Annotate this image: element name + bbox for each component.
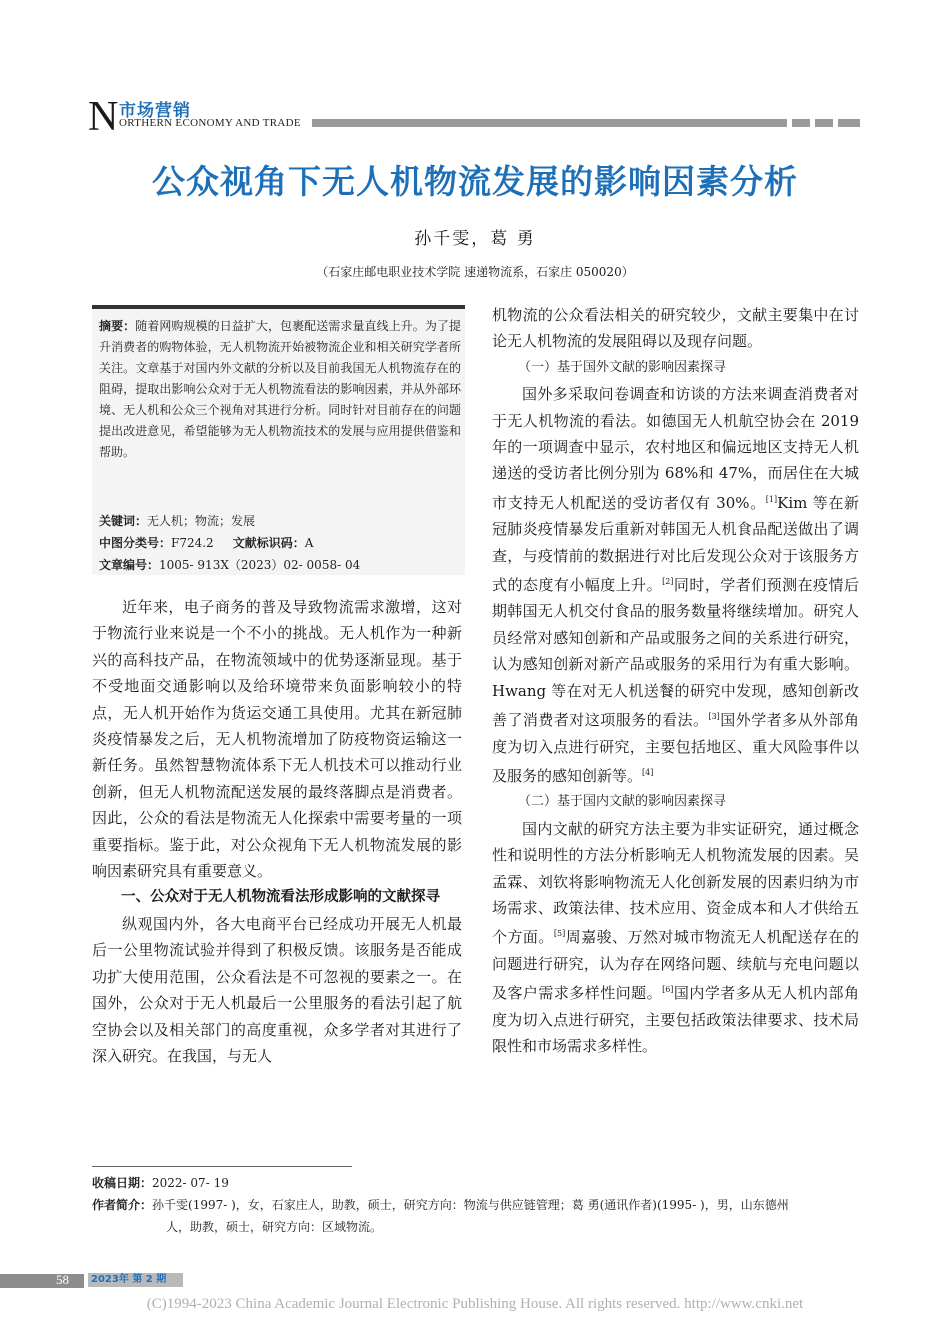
- journal-name-en: ORTHERN ECONOMY AND TRADE: [119, 117, 301, 129]
- article-authors: 孙千雯，葛 勇: [414, 229, 536, 249]
- paragraph-foreign: 国外多采取问卷调查和访谈的方法来调查消费者对于无人机物流的看法。如德国无人机航空协会在 2019 年的一项调查中显示，农村地区和偏远地区支持无人机递送的受访者比例分别为 68%和 47%，而居住在大城市支持无人机配送的受访者仅有 30%。[1]Kim 等在新冠肺炎疫情暴发后重新对韩国无人机食品配送做出了调查，与疫情前的数据进行对比后发现公众对于该服务方式的态度有小幅度上升。[2]同时，学者们预测在疫情后期韩国无人机交付食品的服务数量将继续增加。研究人员经常对感知创新和产品或服务之间的关系进行研究，认为感知创新对新产品或服务的采用行为有重大影响。Hwang 等在对无人机送餐的研究中发现，感知创新改善了消费者对这项服务的看法。[3]国外学者多从外部角度为切入点进行研究，主要包括地区、重大风险事件以及服务的感知创新等。[4]: [492, 385, 859, 785]
- header-bar-segment: [792, 119, 810, 127]
- article-affiliation: （石家庄邮电职业技术学院 速递物流系，石家庄 050020）: [316, 265, 634, 279]
- citation-3: [3]: [708, 712, 720, 722]
- paragraph-literature: 纵观国内外，各大电商平台已经成功开展无人机最后一公里物流试验并得到了积极反馈。该服务是否能成功扩大使用范围，公众看法是不可忽视的要素之一。在国外，公众对于无人机最后一公里服务的看法引起了航空协会以及相关部门的高度重视，众多学者对其进行了深入研究。在我国，与无人: [92, 914, 462, 1065]
- author-bio: [92, 1194, 862, 1216]
- journal-name-cn: 市场营销: [119, 101, 191, 121]
- clc-value: F724.2: [171, 536, 214, 550]
- citation-5: [5]: [553, 929, 566, 939]
- abstract-text: 随着网购规模的日益扩大，包裹配送需求量直线上升。为了提升消费者的购物体验，无人机物流开始被物流企业和相关研究学者所关注。文章基于对国内外文献的分析以及目前我国无人机物流存在的阻碍，提取出影响公众对于无人机物流看法的影响因素，并从外部环境、无人机和公众三个视角对其进行分析。同时针对目前存在的问题提出改进意见，希望能够为无人机物流技术的发展与应用提供借鉴和帮助。: [99, 319, 461, 459]
- issue-label: 2023年 第 2 期: [88, 1273, 183, 1287]
- keywords-label: 关键词：: [99, 514, 148, 528]
- header-bar-segment: [838, 119, 860, 127]
- subsection-heading-foreign: （一）基于国外文献的影响因素探寻: [518, 359, 727, 375]
- bio-line-1: 孙千雯(1997- )，女，石家庄人，助教，硕士，研究方向：物流与供应链管理；葛 勇(通讯作者)(1995- )，男，山东德州: [152, 1198, 789, 1212]
- articleno-value: 1005- 913X（2023）02- 0058- 04: [159, 558, 361, 572]
- citation-6: [6]: [662, 985, 674, 995]
- doccode-label: 文献标识码：: [232, 536, 305, 550]
- articleno-label: 文章编号：: [99, 558, 160, 572]
- bio-label: 作者简介：: [92, 1198, 153, 1212]
- clc-label: 中图分类号：: [99, 536, 172, 550]
- citation-1: [1]: [765, 494, 778, 504]
- abstract-label: 摘要：: [99, 319, 136, 333]
- header-bar-segment: [815, 119, 833, 127]
- keywords: [99, 512, 255, 530]
- right-column: [492, 302, 859, 1059]
- received-label: 收稿日期：: [92, 1176, 153, 1190]
- journal-logo-letter: N: [88, 94, 119, 140]
- header-bar: [312, 119, 787, 127]
- page-number: 58: [56, 1272, 69, 1287]
- citation-4: [4]: [642, 767, 654, 777]
- classification: [99, 534, 313, 552]
- left-column: [92, 594, 462, 1069]
- footnote-rule: [92, 1166, 352, 1167]
- subsection-heading-domestic: （二）基于国内文献的影响因素探寻: [518, 794, 727, 810]
- keywords-value: 无人机；物流；发展: [147, 514, 256, 528]
- received-date: [92, 1172, 229, 1194]
- citation-2: [2]: [662, 577, 674, 587]
- article-title: 公众视角下无人机物流发展的影响因素分析: [152, 162, 798, 201]
- footer-bar: [0, 1274, 84, 1288]
- paragraph-continued: 机物流的公众看法相关的研究较少，文献主要集中在讨论无人机物流的发展阻碍以及现存问题。: [492, 306, 859, 351]
- paragraph-intro: 近年来，电子商务的普及导致物流需求激增，这对于物流行业来说是一个不小的挑战。无人机作为一种新兴的高科技产品，在物流领域中的优势逐渐显现。基于不受地面交通影响以及给环境带来负面影响较小的特点，无人机开始作为货运交通工具使用。尤其在新冠肺炎疫情暴发之后，无人机物流增加了防疫物资运输这一新任务。虽然智慧物流体系下无人机技术可以推动行业创新，但无人机物流配送发展的最终落脚点是消费者。因此，公众的看法是物流无人化探索中需要考量的一项重要指标。鉴于此，对公众视角下无人机物流发展的影响因素研究具有重要意义。: [92, 598, 462, 881]
- copyright-watermark: (C)1994-2023 China Academic Journal Electronic Publishing House. All rights reserved. http://www.cnki.net: [146, 1296, 804, 1312]
- received-value: 2022- 07- 19: [152, 1176, 229, 1190]
- paragraph-domestic: 国内文献的研究方法主要为非实证研究，通过概念性和说明性的方法分析影响无人机物流发展的因素。吴孟霖、刘钦将影响物流无人化创新发展的因素归纳为市场需求、政策法律、技术应用、资金成本和人才供给五个方面。[5]周嘉骏、万然对城市物流无人机配送存在的问题进行研究，认为存在网络问题、续航与充电问题以及客户需求多样性问题。[6]国内学者多从无人机内部角度为切入点进行研究，主要包括政策法律要求、技术局限性和市场需求多样性。: [492, 819, 859, 1055]
- doccode-value: A: [304, 536, 314, 550]
- article-number: [99, 556, 360, 574]
- section-heading-1: 一、公众对于无人机物流看法形成影响的文献探寻: [121, 889, 440, 906]
- abstract: [99, 316, 461, 463]
- author-bio-continued: 人，助教，硕士，研究方向：区域物流。: [166, 1220, 383, 1234]
